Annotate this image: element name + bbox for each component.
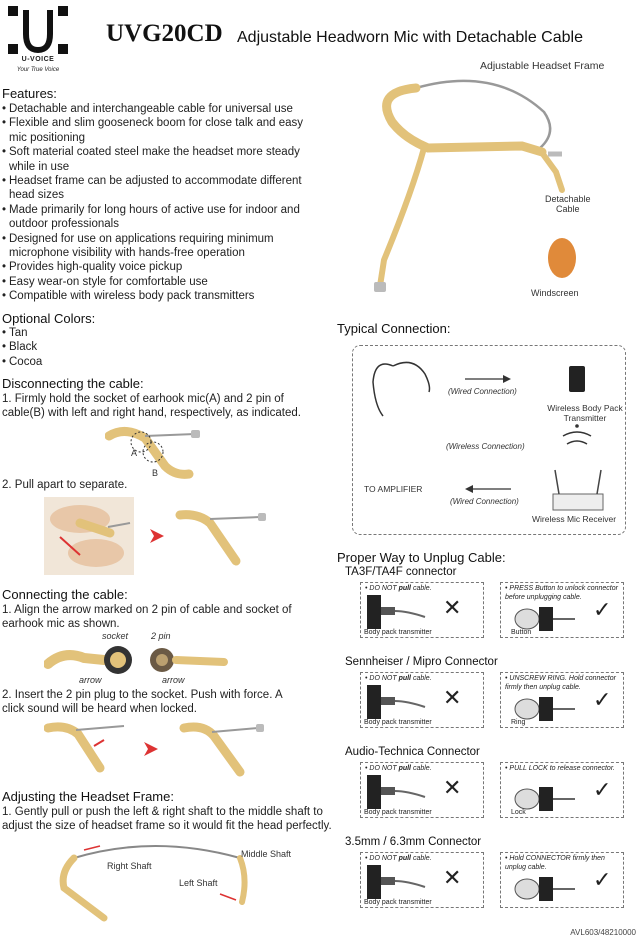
label-b: B xyxy=(152,468,159,478)
body-pack-label: Body pack transmitter xyxy=(364,809,432,816)
connector-title: TA3F/TA4F connector xyxy=(345,566,457,578)
connect-step-2: 2. Insert the 2 pin plug to the socket. Push with force. A click sound will be heard when locked. xyxy=(2,689,282,716)
connector-part-label: Button xyxy=(511,629,532,636)
wired-connection-label-1: (Wired Connection) xyxy=(448,387,517,396)
product-illustration xyxy=(344,72,624,310)
features-list xyxy=(2,102,314,304)
body-pack-label: Body pack transmitter xyxy=(364,629,432,636)
wired-connection-label-2: (Wired Connection) xyxy=(450,497,519,506)
windscreen-label: Windscreen xyxy=(531,288,579,298)
unplug-heading: Proper Way to Unplug Cable: xyxy=(337,550,506,565)
wrong-way-note: • DO NOT pull cable. xyxy=(365,855,432,862)
typical-heading: Typical Connection: xyxy=(337,321,451,336)
right-mark-icon: ✓ xyxy=(593,687,612,712)
feature-item: • Flexible and slim gooseneck boom for close talk and easy mic positioning xyxy=(2,116,314,145)
arrow-label-1: arrow xyxy=(79,675,102,685)
arrow-label-2: arrow xyxy=(162,675,185,685)
wrong-way-panel xyxy=(360,582,484,638)
footer-code: AVL603/48210000 xyxy=(570,928,636,937)
color-option: • Black xyxy=(2,340,122,354)
right-shaft-label: Right Shaft xyxy=(107,861,152,871)
typical-connection-diagram xyxy=(352,345,626,535)
unplug-hand-icon xyxy=(509,873,579,903)
disconnecting-heading: Disconnecting the cable: xyxy=(2,376,144,391)
pin-label: 2 pin xyxy=(151,631,171,641)
colors-list xyxy=(2,326,122,369)
body-pack-icon xyxy=(367,775,427,809)
cable-label: Detachable Cable xyxy=(545,194,591,214)
connect-step-1: 1. Align the arrow marked on 2 pin of cable and socket of earhook mic as shown. xyxy=(2,604,292,631)
socket-label: socket xyxy=(102,631,129,641)
connector-part-label: Ring xyxy=(511,719,526,726)
disconnect-step-1: 1. Firmly hold the socket of earhook mic(A) and 2 pin of cable(B) with left and right hand, respectively, as indicated. xyxy=(2,393,301,420)
receiver-label: Wireless Mic Receiver xyxy=(532,514,617,524)
feature-item: • Made primarily for long hours of active use for indoor and outdoor professionals xyxy=(2,203,314,232)
right-mark-icon: ✓ xyxy=(593,597,612,622)
body-pack-label: Body pack transmitter xyxy=(364,899,432,906)
feature-item: • Provides high-quality voice pickup xyxy=(2,260,314,274)
middle-shaft-label: Middle Shaft xyxy=(241,849,292,859)
model-number: UVG20CD xyxy=(106,20,223,47)
brand-name: U-VOICE xyxy=(21,56,55,63)
wrong-way-note: • DO NOT pull cable. xyxy=(365,675,432,682)
colors-heading: Optional Colors: xyxy=(2,311,96,326)
left-shaft-label: Left Shaft xyxy=(179,878,218,888)
brand-tagline: Your True Voice xyxy=(16,67,60,73)
page-subtitle: Adjustable Headworn Mic with Detachable Cable xyxy=(237,29,583,46)
connector-part-label: Lock xyxy=(511,809,526,816)
insert-illustration xyxy=(44,716,274,780)
features-heading: Features: xyxy=(2,86,57,101)
right-mark-icon: ✓ xyxy=(593,777,612,802)
feature-item: • Easy wear-on style for comfortable use xyxy=(2,275,314,289)
wrong-way-panel xyxy=(360,852,484,908)
right-way-note: • PRESS Button to unlock connector before unplugging cable. xyxy=(505,585,618,601)
amplifier-label: TO AMPLIFIER xyxy=(364,484,423,494)
headset-frame-illustration xyxy=(44,838,264,928)
right-way-panel xyxy=(500,762,624,818)
logo-mark-icon xyxy=(6,4,70,56)
body-pack-icon xyxy=(367,865,427,899)
wireless-connection-label: (Wireless Connection) xyxy=(446,442,525,451)
wrong-mark-icon: ✕ xyxy=(443,595,462,620)
feature-item: • Compatible with wireless body pack transmitters xyxy=(2,289,314,303)
connector-title: Audio-Technica Connector xyxy=(345,746,480,758)
wrong-mark-icon: ✕ xyxy=(443,775,462,800)
wrong-way-panel xyxy=(360,762,484,818)
body-pack-label: Body pack transmitter xyxy=(364,719,432,726)
wrong-way-note: • DO NOT pull cable. xyxy=(365,585,432,592)
color-option: • Cocoa xyxy=(2,355,122,369)
body-pack-icon xyxy=(367,595,427,629)
right-way-note: • Hold CONNECTOR firmly then unplug cable. xyxy=(505,855,605,871)
right-way-note: • UNSCREW RING. Hold connector firmly then unplug cable. xyxy=(505,675,616,691)
wrong-way-note: • DO NOT pull cable. xyxy=(365,765,432,772)
wrong-mark-icon: ✕ xyxy=(443,865,462,890)
connector-title: 3.5mm / 6.3mm Connector xyxy=(345,836,482,848)
right-way-note: • PULL LOCK to release connector. xyxy=(505,765,615,772)
body-pack-icon xyxy=(367,685,427,719)
connector-title: Sennheiser / Mipro Connector xyxy=(345,656,498,668)
pull-apart-illustration xyxy=(40,493,270,579)
right-way-panel xyxy=(500,672,624,728)
align-illustration xyxy=(44,640,244,680)
wrong-way-panel xyxy=(360,672,484,728)
feature-item: • Detachable and interchangeable cable for universal use xyxy=(2,102,314,116)
wrong-mark-icon: ✕ xyxy=(443,685,462,710)
brand-logo xyxy=(6,4,70,78)
feature-item: • Headset frame can be adjusted to accommodate different head sizes xyxy=(2,174,314,203)
transmitter-label: Wireless Body Pack Transmitter xyxy=(547,403,623,423)
disconnect-step-2: 2. Pull apart to separate. xyxy=(2,479,128,491)
adjust-step-1: 1. Gently pull or push the left & right shaft to the middle shaft to adjust the size of headset frame so it would fit the head perfectly. xyxy=(2,806,332,833)
label-a: A xyxy=(131,448,138,458)
feature-item: • Soft material coated steel make the headset more steady while in use xyxy=(2,145,314,174)
right-mark-icon: ✓ xyxy=(593,867,612,892)
right-way-panel xyxy=(500,582,624,638)
transmitter-icon xyxy=(569,366,585,392)
color-option: • Tan xyxy=(2,326,122,340)
frame-label: Adjustable Headset Frame xyxy=(480,60,605,72)
receiver-icon xyxy=(553,494,603,510)
feature-item: • Designed for use on applications requiring minimum microphone visibility with hands-free operation xyxy=(2,232,314,261)
right-way-panel xyxy=(500,852,624,908)
connecting-heading: Connecting the cable: xyxy=(2,587,128,602)
windscreen-icon xyxy=(548,238,576,278)
adjusting-heading: Adjusting the Headset Frame: xyxy=(2,789,174,804)
